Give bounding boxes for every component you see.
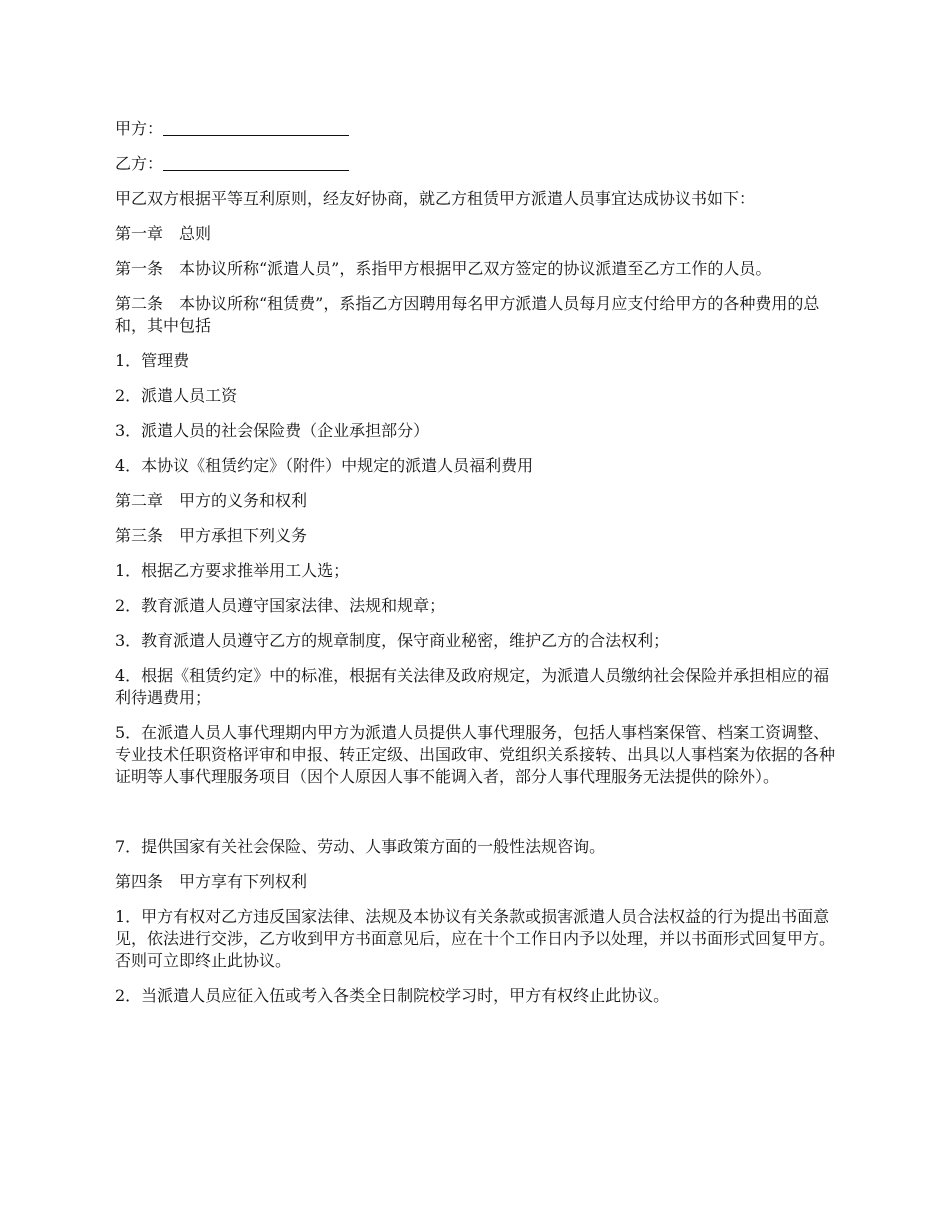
article-2: 第二条 本协议所称“租赁费”，系指乙方因聘用每名甲方派遣人员每月应支付给甲方的各种费用的总和，其中包括 — [115, 294, 820, 335]
article-2-item: 1．管理费 — [115, 351, 190, 370]
article-3-item: 2．教育派遣人员遵守国家法律、法规和规章； — [115, 596, 446, 615]
article-4: 第四条 甲方享有下列权利 — [115, 872, 308, 891]
document-body — [115, 118, 840, 1020]
party-b-label: 乙方： — [115, 154, 164, 173]
party-b-blank — [163, 154, 349, 171]
article-3-item: 5．在派遣人员人事代理期内甲方为派遣人员提供人事代理服务，包括人事档案保管、档案工资调整、专业技术任职资格评审和申报、转正定级、出国政审、党组织关系接转、出具以人事档案为依据的各种证明等人事代理服务项目（因个人原因人事不能调入者，部分人事代理服务无法提供的除外）。 — [115, 723, 836, 786]
article-4-item: 2．当派遣人员应征入伍或考入各类全日制院校学习时，甲方有权终止此协议。 — [115, 986, 670, 1005]
article-3-item: 1．根据乙方要求推举用工人选； — [115, 561, 350, 580]
article-3: 第三条 甲方承担下列义务 — [115, 526, 308, 545]
article-3-item: 3．教育派遣人员遵守乙方的规章制度，保守商业秘密，维护乙方的合法权利； — [115, 631, 670, 650]
party-b-line — [115, 153, 840, 175]
intro-paragraph: 甲乙双方根据平等互利原则，经友好协商，就乙方租赁甲方派遣人员事宜达成协议书如下： — [115, 189, 756, 208]
chapter-2-heading: 第二章 甲方的义务和权利 — [115, 491, 308, 510]
article-4-item: 1．甲方有权对乙方违反国家法律、法规及本协议有关条款或损害派遣人员合法权益的行为提出书面意见，依法进行交涉，乙方收到甲方书面意见后，应在十个工作日内予以处理，并以书面形式回复甲方。否则可立即终止此协议。 — [115, 907, 836, 970]
article-2-item: 2．派遣人员工资 — [115, 386, 238, 405]
article-3-item: 4．根据《租赁约定》中的标准，根据有关法律及政府规定，为派遣人员缴纳社会保险并承担相应的福利待遇费用； — [115, 666, 830, 707]
article-2-item: 4．本协议《租赁约定》（附件）中规定的派遣人员福利费用 — [115, 456, 534, 475]
party-a-line — [115, 118, 840, 140]
article-3-item: 7．提供国家有关社会保险、劳动、人事政策方面的一般性法规咨询。 — [115, 837, 606, 856]
article-1: 第一条 本协议所称“派遣人员”，系指甲方根据甲乙双方签定的协议派遣至乙方工作的人员。 — [115, 259, 772, 278]
party-a-label: 甲方： — [115, 119, 164, 138]
party-a-blank — [163, 119, 349, 136]
chapter-1-heading: 第一章 总则 — [115, 224, 212, 243]
article-2-item: 3．派遣人员的社会保险费（企业承担部分） — [115, 421, 430, 440]
